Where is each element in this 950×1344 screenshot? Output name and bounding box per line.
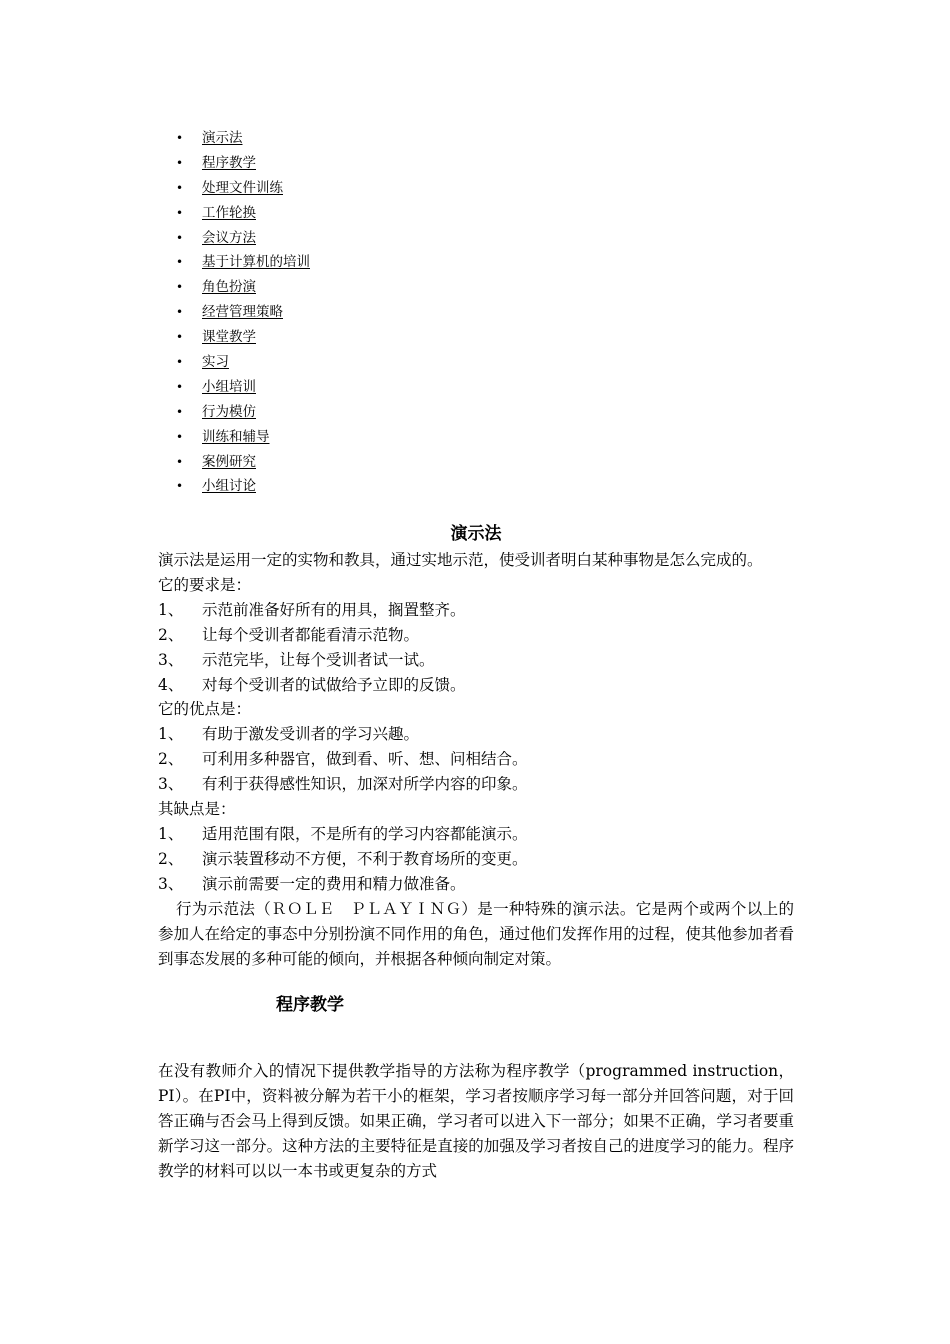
disadvantages-label: 其缺点是： bbox=[158, 800, 236, 819]
item-text: 演示前需要一定的费用和精力做准备。 bbox=[202, 874, 466, 893]
item-text: 有助于激发受训者的学习兴趣。 bbox=[202, 725, 420, 744]
toc-link[interactable]: 小组讨论 bbox=[202, 478, 256, 495]
item-text: 有利于获得感性知识，加深对所学内容的印象。 bbox=[202, 775, 528, 794]
bullet-icon: • bbox=[176, 131, 184, 145]
item-number: 2、 bbox=[158, 625, 184, 644]
list-item bbox=[158, 598, 794, 623]
bullet-icon: • bbox=[176, 180, 184, 195]
toc-link[interactable]: 小组培训 bbox=[202, 378, 256, 395]
item-text: 可利用多种器官，做到看、听、想、问相结合。 bbox=[202, 750, 528, 769]
item-number: 1、 bbox=[158, 824, 184, 843]
bullet-icon: • bbox=[176, 379, 184, 394]
toc-item[interactable] bbox=[158, 425, 310, 450]
toc-link[interactable]: 实习 bbox=[202, 354, 229, 371]
advantages-label: 它的优点是： bbox=[158, 700, 252, 719]
role-play-prefix: 行为示范法（ bbox=[176, 899, 272, 918]
list-item bbox=[158, 648, 794, 673]
section-heading-programmed-instruction: 程序教学 bbox=[276, 995, 344, 1016]
item-number: 3、 bbox=[158, 650, 184, 669]
toc-item[interactable] bbox=[158, 350, 310, 375]
item-number: 1、 bbox=[158, 600, 184, 619]
list-item bbox=[158, 747, 794, 772]
paragraph-programmed-instruction: 在没有教师介入的情况下提供教学指导的方法称为程序教学（programmed instruction，PI）。在PI中，资料被分解为若干小的框架，学习者按顺序学习每一部分并回答问题，对于回答正确与否会马上得到反馈。如果正确，学习者可以进入下一部分；如果不正确，学习者要重新学习这一部分。这种方法的主要特征是直接的加强及学习者按自己的进度学习的能力。程序教学的材料可以以一本书或更复杂的方式 bbox=[158, 1062, 794, 1181]
item-number: 3、 bbox=[158, 775, 184, 794]
toc-link[interactable]: 工作轮换 bbox=[202, 204, 256, 221]
main-content bbox=[158, 520, 794, 1184]
list-item bbox=[158, 673, 794, 698]
toc-link[interactable]: 角色扮演 bbox=[202, 279, 256, 296]
toc-link[interactable]: 演示法 bbox=[202, 130, 243, 146]
bullet-icon: • bbox=[176, 454, 184, 469]
toc-item[interactable] bbox=[158, 300, 310, 325]
toc-item[interactable] bbox=[158, 325, 310, 350]
requirements-label: 它的要求是： bbox=[158, 575, 252, 594]
toc-item[interactable] bbox=[158, 151, 310, 176]
toc-link[interactable]: 会议方法 bbox=[202, 229, 256, 246]
bullet-icon: • bbox=[176, 429, 184, 444]
item-text: 对每个受训者的试做给予立即的反馈。 bbox=[202, 675, 466, 694]
item-text: 示范完毕，让每个受训者试一试。 bbox=[202, 650, 435, 669]
toc-item[interactable] bbox=[158, 400, 310, 425]
item-number: 4、 bbox=[158, 675, 184, 694]
toc-item[interactable] bbox=[158, 450, 310, 475]
bullet-icon: • bbox=[176, 404, 184, 419]
toc-item[interactable] bbox=[158, 250, 310, 275]
toc-link[interactable]: 处理文件训练 bbox=[202, 179, 283, 196]
item-text: 示范前准备好所有的用具，搁置整齐。 bbox=[202, 600, 466, 619]
toc-item[interactable] bbox=[158, 201, 310, 226]
table-of-contents bbox=[158, 126, 310, 499]
item-number: 3、 bbox=[158, 874, 184, 893]
toc-item[interactable] bbox=[158, 226, 310, 251]
list-item bbox=[158, 772, 794, 797]
bullet-icon: • bbox=[176, 205, 184, 220]
item-text: 让每个受训者都能看清示范物。 bbox=[202, 625, 420, 644]
toc-link[interactable]: 程序教学 bbox=[202, 154, 256, 171]
toc-item[interactable] bbox=[158, 126, 310, 151]
list-item bbox=[158, 872, 794, 897]
role-play-suffix: ）是一种特殊的演示法。它是两个或两个以上的参加人在给定的事态中分别扮演不同作用的角色，通过他们发挥作用的过程，使其他参加者看到事态发展的多种可能的倾向，并根据各种倾向制定对策。 bbox=[158, 899, 794, 968]
item-number: 1、 bbox=[158, 725, 184, 744]
toc-item[interactable] bbox=[158, 474, 310, 499]
list-item bbox=[158, 722, 794, 747]
item-number: 2、 bbox=[158, 849, 184, 868]
bullet-icon: • bbox=[176, 305, 184, 320]
role-play-term: ＲＯＬＥ ＰＬＡＹＩＮＧ bbox=[271, 899, 462, 918]
toc-link[interactable]: 行为模仿 bbox=[202, 403, 256, 420]
bullet-icon: • bbox=[176, 255, 184, 270]
list-item bbox=[158, 847, 794, 872]
toc-link[interactable]: 训练和辅导 bbox=[202, 428, 270, 445]
bullet-icon: • bbox=[176, 230, 184, 245]
toc-item[interactable] bbox=[158, 275, 310, 300]
toc-link[interactable]: 课堂教学 bbox=[202, 329, 256, 346]
paragraph-role-playing bbox=[158, 897, 794, 972]
paragraph-intro: 演示法是运用一定的实物和教具，通过实地示范，使受训者明白某种事物是怎么完成的。 bbox=[158, 551, 763, 569]
list-item bbox=[158, 623, 794, 648]
item-number: 2、 bbox=[158, 750, 184, 769]
section-heading-demonstration: 演示法 bbox=[450, 524, 502, 544]
list-item bbox=[158, 822, 794, 847]
toc-item[interactable] bbox=[158, 176, 310, 201]
toc-link[interactable]: 经营管理策略 bbox=[202, 304, 283, 321]
bullet-icon: • bbox=[176, 330, 184, 345]
bullet-icon: • bbox=[176, 280, 184, 295]
bullet-icon: • bbox=[176, 479, 184, 494]
item-text: 适用范围有限，不是所有的学习内容都能演示。 bbox=[202, 824, 528, 843]
toc-link[interactable]: 案例研究 bbox=[202, 453, 256, 470]
toc-link[interactable]: 基于计算机的培训 bbox=[202, 254, 310, 271]
toc-item[interactable] bbox=[158, 375, 310, 400]
item-text: 演示装置移动不方便，不利于教育场所的变更。 bbox=[202, 849, 528, 868]
bullet-icon: • bbox=[176, 155, 184, 170]
bullet-icon: • bbox=[176, 355, 184, 370]
